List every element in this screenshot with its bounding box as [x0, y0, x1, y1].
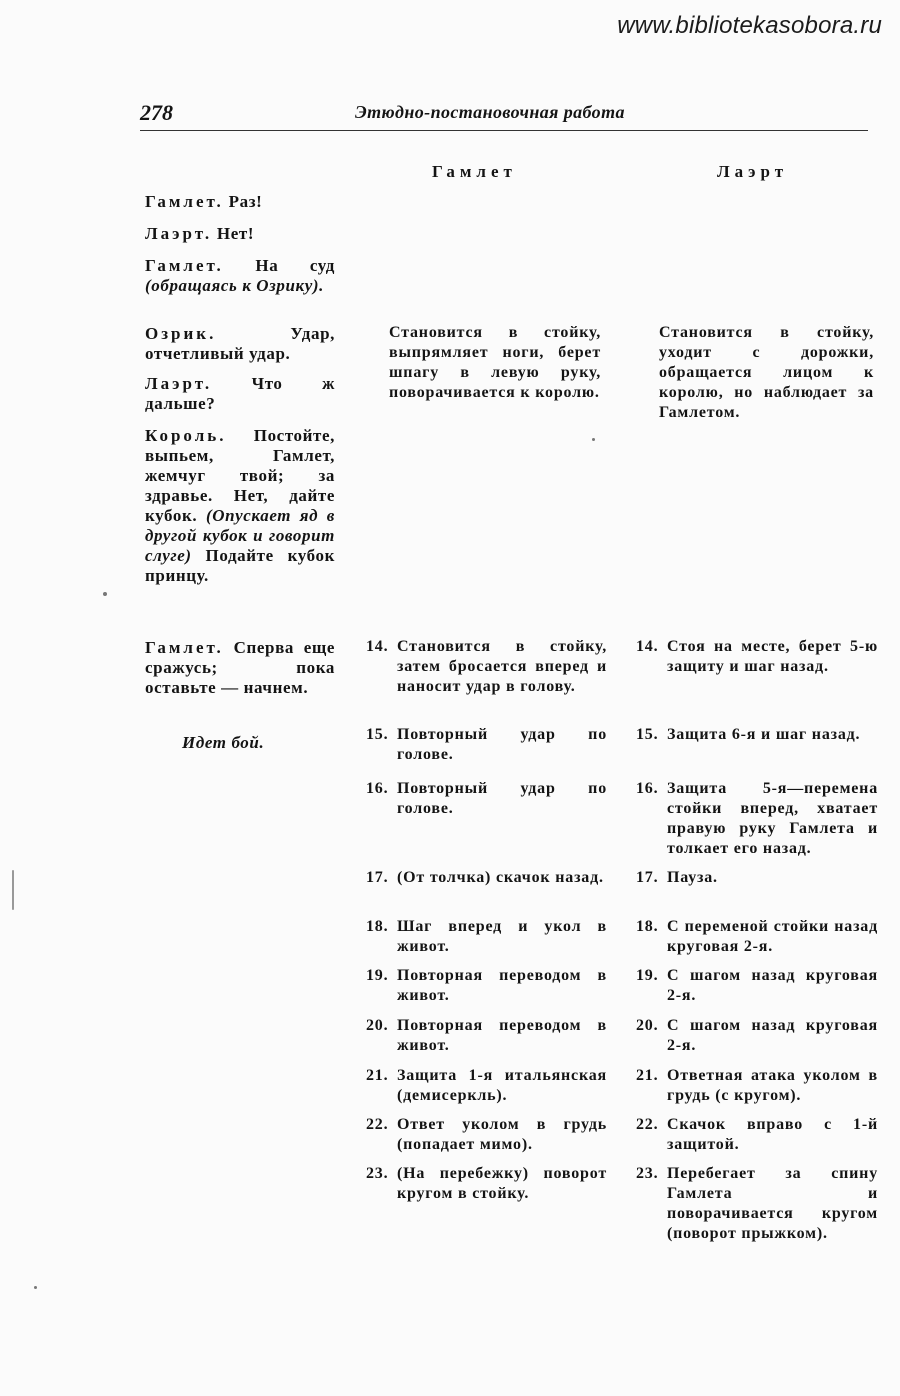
step-hamlet	[366, 966, 607, 1006]
step-text: Становится в стойку, затем бросается вперед и наносит удар в голову.	[397, 638, 607, 695]
step-number: 17.	[366, 869, 389, 886]
column-heading-laert: Лаэрт	[717, 162, 789, 181]
intro-action-laert: Становится в стойку, уходит с дорожки, обращается лицом к королю, но наблюдает за Гамлетом.	[659, 324, 874, 421]
step-number: 21.	[366, 1067, 389, 1084]
speaker: Лаэрт.	[145, 374, 213, 393]
column-heading-hamlet: Гамлет	[432, 162, 517, 181]
speech-text: Постойте, выпьем, Гамлет, жемчуг твой; за здравье. Нет, дайте кубок.	[145, 426, 335, 525]
step-number: 20.	[636, 1017, 659, 1034]
step-text: Повторная переводом в живот.	[397, 967, 607, 1004]
step-number: 18.	[366, 918, 389, 935]
step-laert	[636, 868, 878, 888]
step-laert	[636, 725, 878, 745]
speech	[145, 192, 335, 212]
speaker: Лаэрт.	[145, 224, 213, 243]
step-text: С переменой стойки назад круговая 2-я.	[667, 918, 878, 955]
step-text: Защита 5-я—перемена стойки вперед, хватает правую руку Гамлета и толкает его назад.	[667, 780, 878, 857]
step-number: 15.	[636, 726, 659, 743]
step-number: 23.	[636, 1165, 659, 1182]
step-hamlet	[366, 725, 607, 765]
step-number: 22.	[636, 1116, 659, 1133]
step-number: 14.	[636, 638, 659, 655]
step-number: 14.	[366, 638, 389, 655]
speech-text: Удар, отчетливый удар.	[145, 324, 335, 363]
speech	[145, 324, 335, 364]
speech-text: Раз!	[223, 192, 263, 211]
step-number: 22.	[366, 1116, 389, 1133]
step-laert	[636, 917, 878, 957]
page-number: 278	[140, 100, 173, 125]
scan-edge-mark	[12, 870, 14, 910]
step-number: 23.	[366, 1165, 389, 1182]
step-hamlet	[366, 637, 607, 697]
step-number: 21.	[636, 1067, 659, 1084]
step-number: 17.	[636, 869, 659, 886]
step-number: 16.	[366, 780, 389, 797]
scan-speck	[34, 1286, 37, 1289]
step-text: С шагом назад круговая 2-я.	[667, 967, 878, 1004]
step-text: С шагом назад круговая 2-я.	[667, 1017, 878, 1054]
speech	[145, 426, 335, 586]
running-title: Этюдно-постановочная работа	[355, 102, 625, 122]
speaker: Гамлет.	[145, 192, 224, 211]
scan-speck	[592, 438, 595, 441]
step-number: 19.	[366, 967, 389, 984]
speech-text: Что ж дальше?	[145, 374, 335, 413]
scan-speck	[103, 592, 107, 596]
header-rule	[140, 130, 868, 131]
step-text: Защита 6-я и шаг назад.	[667, 726, 861, 743]
step-text: Скачок вправо с 1-й защитой.	[667, 1116, 878, 1153]
step-hamlet	[366, 779, 607, 819]
speech-text-after: Подайте кубок принцу.	[145, 546, 335, 585]
step-hamlet	[366, 1066, 607, 1106]
step-text: Шаг вперед и укол в живот.	[397, 918, 607, 955]
step-laert	[636, 637, 878, 677]
step-text: Защита 1-я итальянская (демисеркль).	[397, 1067, 607, 1104]
stage-direction: (обращаясь к Озрику).	[145, 276, 325, 295]
step-text: Перебегает за спину Гамлета и поворачивается кругом (поворот прыжком).	[667, 1165, 878, 1242]
stage-direction: (Опускает яд в другой кубок и говорит слуге)	[145, 506, 335, 565]
step-laert	[636, 779, 878, 859]
step-number: 16.	[636, 780, 659, 797]
step-laert	[636, 966, 878, 1006]
step-hamlet	[366, 1016, 607, 1056]
step-text: (От толчка) скачок назад.	[397, 869, 604, 886]
intro-action-hamlet: Становится в стойку, выпрямляет ноги, берет шпагу в левую руку, поворачивается к королю.	[389, 324, 601, 401]
step-laert	[636, 1016, 878, 1056]
step-number: 18.	[636, 918, 659, 935]
speaker: Гамлет.	[145, 256, 224, 275]
step-laert	[636, 1115, 878, 1155]
speech-text: Сперва еще сражусь; пока оставьте — начнем.	[145, 638, 335, 697]
step-number: 20.	[366, 1017, 389, 1034]
speech-text: На суд	[223, 256, 335, 275]
step-number: 15.	[366, 726, 389, 743]
step-number: 19.	[636, 967, 659, 984]
step-text: Повторный удар по голове.	[397, 780, 607, 817]
speaker: Гамлет.	[145, 638, 224, 657]
step-text: Повторная переводом в живот.	[397, 1017, 607, 1054]
step-text: Ответная атака уколом в грудь (с кругом).	[667, 1067, 878, 1104]
step-text: Стоя на месте, берет 5-ю защиту и шаг назад.	[667, 638, 878, 675]
step-text: Пауза.	[667, 869, 718, 886]
speech-text: Нет!	[212, 224, 255, 243]
running-head	[140, 98, 868, 134]
step-laert	[636, 1066, 878, 1106]
speech	[145, 638, 335, 698]
step-text: (На перебежку) поворот кругом в стойку.	[397, 1165, 607, 1202]
speech	[145, 224, 335, 244]
step-hamlet	[366, 868, 607, 888]
speech	[145, 374, 335, 414]
stage-direction-fight: Идет бой.	[182, 733, 265, 752]
step-text: Повторный удар по голове.	[397, 726, 607, 763]
step-hamlet	[366, 1115, 607, 1155]
step-text: Ответ уколом в грудь (попадает мимо).	[397, 1116, 607, 1153]
step-hamlet	[366, 917, 607, 957]
speech	[145, 256, 335, 296]
watermark: www.bibliotekasobora.ru	[617, 12, 882, 39]
step-laert	[636, 1164, 878, 1244]
step-hamlet	[366, 1164, 607, 1204]
speaker: Король.	[145, 426, 227, 445]
speaker: Озрик.	[145, 324, 217, 343]
